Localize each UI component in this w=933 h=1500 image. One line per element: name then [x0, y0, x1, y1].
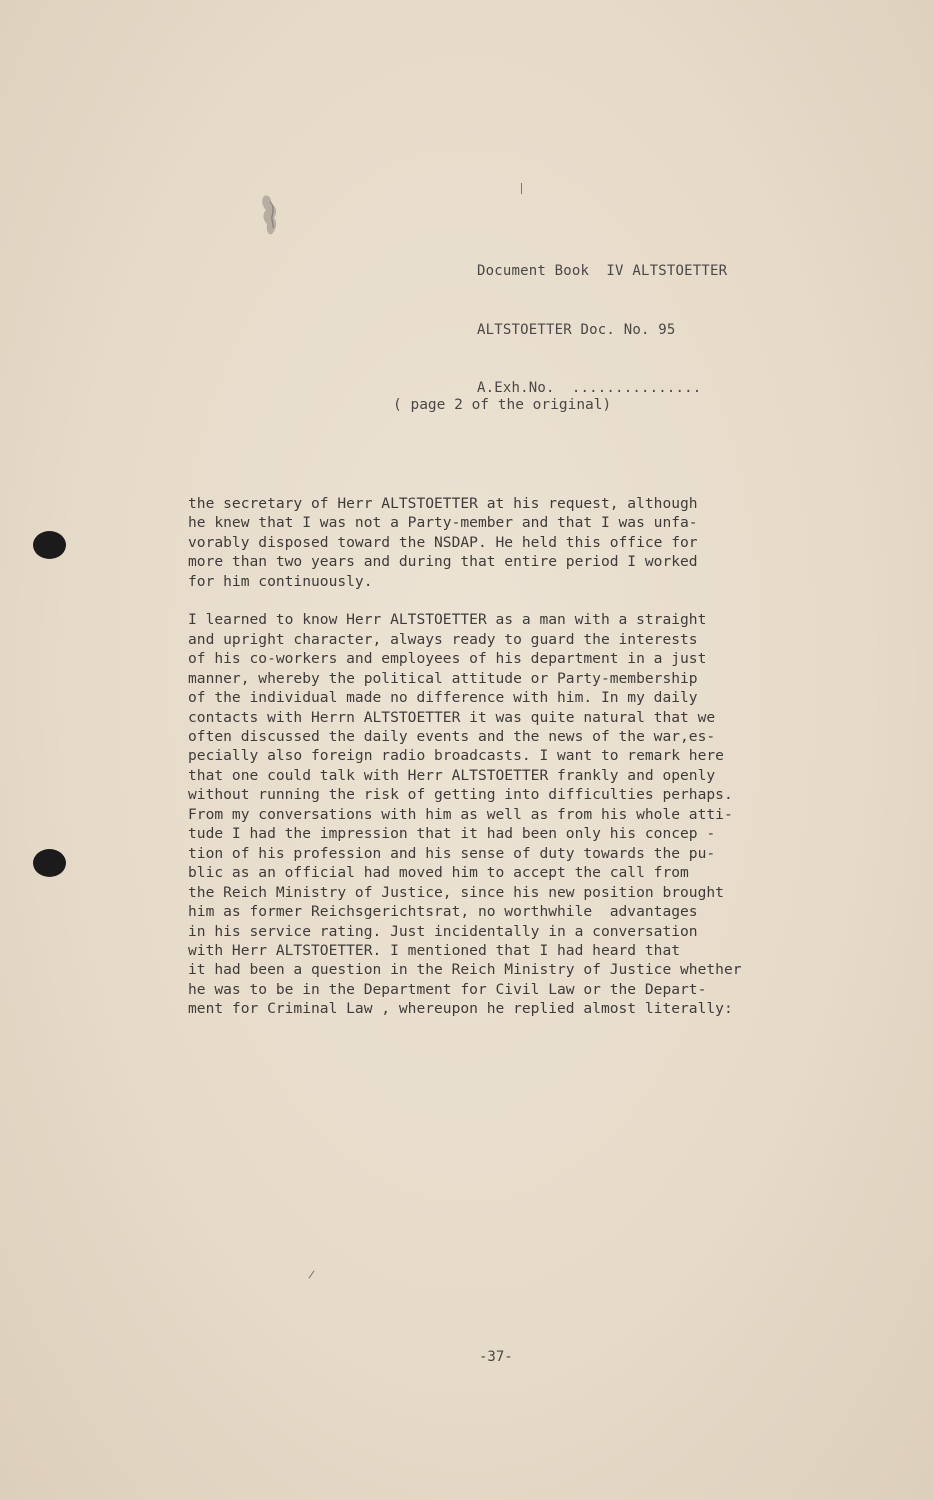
text-line: often discussed the daily events and the news of the war,es- — [188, 727, 716, 745]
text-line: more than two years and during that entire period I worked — [188, 553, 698, 571]
text-line: ment for Criminal Law , whereupon he replied almost literally: — [188, 1000, 733, 1018]
original-page-note: ( page 2 of the original) — [393, 397, 612, 413]
text-line: without running the risk of getting into difficulties perhaps. — [188, 786, 733, 804]
text-line: that one could talk with Herr ALTSTOETTER frankly and openly — [188, 766, 716, 784]
text-line: I learned to know Herr ALTSTOETTER as a man with a straight — [188, 611, 707, 629]
text-line: of the individual made no difference with him. In my daily — [188, 689, 698, 707]
page-number: -37- — [479, 1349, 513, 1365]
pencil-tick-bottom — [309, 1271, 315, 1279]
text-line: From my conversations with him as well as from his whole atti- — [188, 805, 733, 823]
body-text — [188, 494, 828, 1019]
punch-hole-lower — [33, 849, 66, 877]
ink-smudge-mark — [254, 192, 286, 238]
text-line: vorably disposed toward the NSDAP. He held this office for — [188, 533, 698, 551]
paragraph-2 — [188, 610, 828, 1019]
text-line: of his co-workers and employees of his department in a just — [188, 650, 707, 668]
text-line: blic as an official had moved him to accept the call from — [188, 864, 689, 882]
text-line: he was to be in the Department for Civil Law or the Depart- — [188, 980, 707, 998]
paragraph-spacer — [188, 591, 828, 610]
text-line: manner, whereby the political attitude or Party-membership — [188, 669, 698, 687]
text-line: in his service rating. Just incidentally in a conversation — [188, 922, 698, 940]
text-line: tude I had the impression that it had been only his concep - — [188, 825, 716, 843]
text-line: he knew that I was not a Party-member and that I was unfa- — [188, 514, 698, 532]
text-line: it had been a question in the Reich Ministry of Justice whether — [188, 961, 742, 979]
exhibit-number-line: A.Exh.No. ............... — [477, 380, 702, 396]
text-line: the Reich Ministry of Justice, since his new position brought — [188, 883, 724, 901]
text-line: the secretary of Herr ALTSTOETTER at his request, although — [188, 495, 698, 512]
document-book-line: Document Book IV ALTSTOETTER — [477, 263, 728, 279]
text-line: him as former Reichsgerichtsrat, no worthwhile advantages — [188, 903, 698, 921]
paragraph-1 — [188, 494, 828, 591]
text-line: contacts with Herrn ALTSTOETTER it was quite natural that we — [188, 708, 716, 726]
punch-hole-upper — [33, 531, 66, 559]
text-line: for him continuously. — [188, 572, 373, 590]
text-line: pecially also foreign radio broadcasts. I want to remark here — [188, 747, 724, 765]
text-line: tion of his profession and his sense of duty towards the pu- — [188, 844, 716, 862]
pencil-tick-top — [521, 183, 522, 194]
text-line: and upright character, always ready to guard the interests — [188, 630, 698, 648]
document-number-line: ALTSTOETTER Doc. No. 95 — [477, 321, 676, 338]
text-line: with Herr ALTSTOETTER. I mentioned that I had heard that — [188, 941, 681, 959]
